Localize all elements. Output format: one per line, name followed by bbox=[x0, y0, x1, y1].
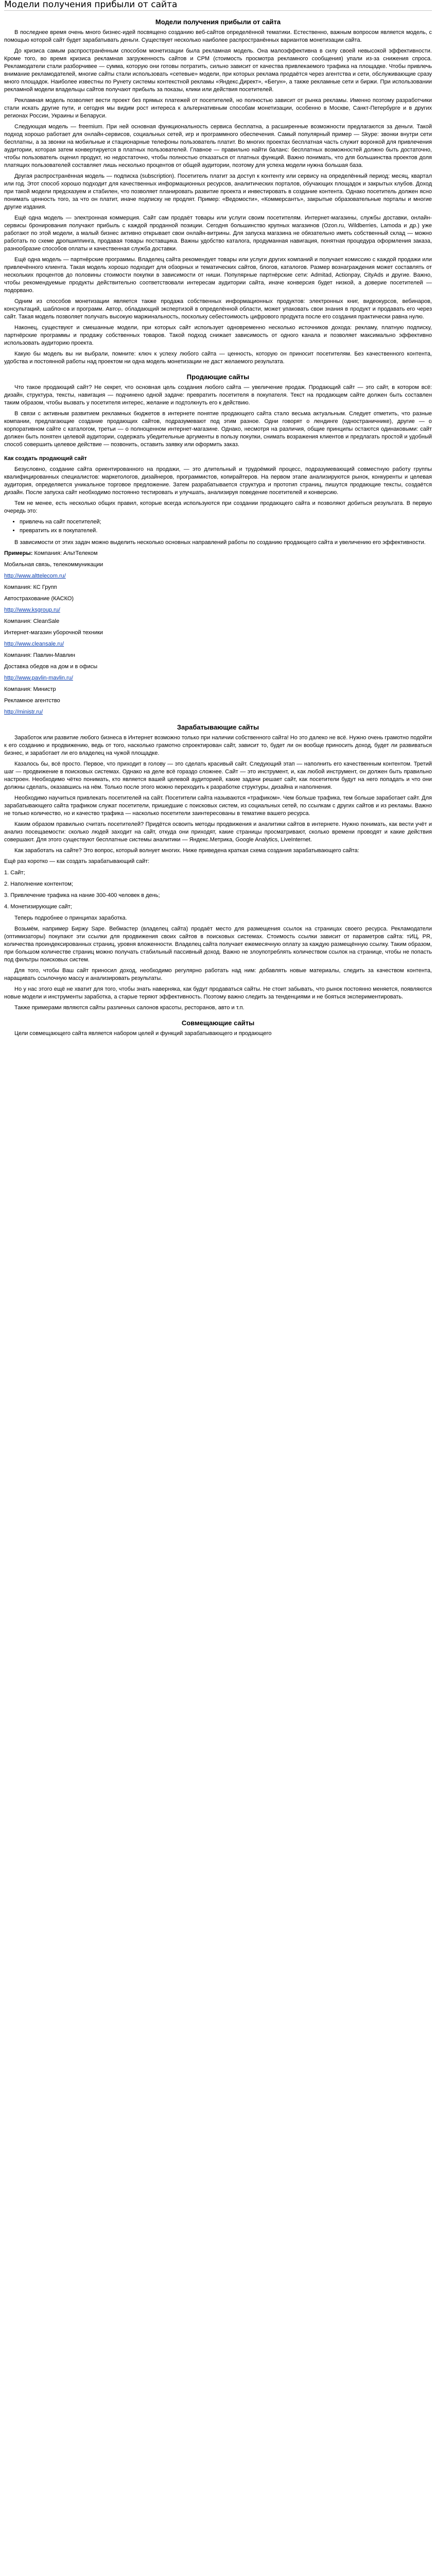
paragraph: В зависимости от этих задач можно выделить несколько основных направлений работы по созданию продающего сайта и увеличению его эффективности. bbox=[14, 539, 426, 546]
flow-intro: Ещё раз коротко — как создать зарабатывающий сайт: bbox=[4, 858, 150, 865]
paragraph: Следующая модель — freemium. При ней основная функциональность сервиса бесплатна, а расширенные возможности предлагаются за деньги. Такой подход хорошо работает для онлайн-сервисов, социальных сетей, игр и программного обеспечения. Самый популярный пример — Skype: звонки внутри сети бесплатны, а за звонки на мобильные и стационарные телефоны пользователь платит. Во многих проектах бесплатная часть служит воронкой для привлечения аудитории, которая затем конвертируется в платных пользователей. Главное — правильно найти баланс: бесплатных возможностей должно быть достаточно, чтобы пользователь оценил продукт, но недостаточно, чтобы полностью отказаться от платных функций. Важно понимать, что для большинства проектов доля платящих пользователей составляет лишь несколько процентов от общей аудитории, поэтому для успеха модели нужна большая база. bbox=[4, 124, 432, 168]
example-link[interactable]: http://www.alttelecom.ru/ bbox=[4, 573, 66, 579]
document-page bbox=[0, 0, 436, 1061]
paragraph: Тем не менее, есть несколько общих правил, которые всегда используются при создании продающего сайта и позволяют добиться результата. В первую очередь это: bbox=[4, 500, 432, 514]
paragraph: Как заработать на сайте? Это вопрос, который волнует многих. Ниже приведена краткая схема создания зарабатывающего сайта: bbox=[14, 848, 359, 854]
list-item: • превратить их в покупателей. bbox=[20, 527, 432, 535]
paragraph: Но у нас этого ещё не хватит для того, чтобы знать наверняка, как будут продаваться сайты. Не стоит забывать, что рынок постоянно меняется, появляются новые модели и инструменты заработка, а старые теряют эффективность. Поэтому важно следить за тенденциями и не бояться экспериментировать. bbox=[4, 986, 432, 1000]
example-link[interactable]: http://www.pavlin-mavlin.ru/ bbox=[4, 675, 73, 681]
paragraph: В последнее время очень много бизнес-идей посвящено созданию веб-сайтов определённой тематики. Естественно, важным вопросом является модель, с помощью которой сайт будет зарабатывать деньги. Существует несколько наиболее распространённых вариантов монетизации сайта. bbox=[4, 29, 432, 43]
paragraph: Безусловно, создание сайта ориентированного на продажи, — это длительный и трудоёмкий процесс, подразумевающий совместную работу группы квалифицированных специалистов: маркетологов, дизайнеров, программистов, копирайтеров. На первом этапе анализируются рынок, конкуренты и целевая аудитория, определяется уникальное торговое предложение. Затем разрабатывается структура и прототип страниц, пишутся продающие тексты, создаётся дизайн. После запуска сайт необходимо постоянно тестировать и улучшать, анализируя поведение посетителей и конверсию. bbox=[4, 466, 432, 496]
examples-label: Примеры: bbox=[4, 550, 33, 556]
paragraph: Каким образом правильно считать посетителей? Придётся освоить методы продвижения и аналитики сайтов в интернете. Нужно понимать, как вести учёт и анализ посещаемости: сколько людей заходит на сайт, откуда они приходят, какие страницы просматривают, сколько времени проводят и какие действия совершают. Для этого существуют бесплатные системы аналитики — Яндекс.Метрика, Google Analytics, LiveInternet. bbox=[4, 821, 432, 843]
paragraph: До кризиса самым распространённым способом монетизации была рекламная модель. Она малоэффективна в силу своей невысокой эффективности. Кроме того, во время кризиса рекламная загруженность сайтов и CPM (стоимость просмотра рекламного сообщения) упали из-за снижения спроса. Рекламодатели стали разборчивее — сумма, которую они готовы потратить, сильно зависит от качества привлекаемого трафика на площадке. Чтобы привлечь внимание рекламодателей, многие сайты стали использовать «сетевые» модели, при которых реклама продаётся через агентства и сети, обслуживающие сразу много площадок. Наиболее известны по Рунету системы контекстной рекламы «Яндекс.Директ», «Бегун», а также рекламные сети и биржи. При использовании рекламной модели владельцы сайтов получают прибыль за показы, клики или действия посетителей. bbox=[4, 48, 432, 93]
paragraph: Другая распространённая модель — подписка (subscription). Посетитель платит за доступ к контенту или сервису на определённый период: месяц, квартал или год. Этот способ хорошо подходит для качественных информационных ресурсов, аналитических порталов, обучающих площадок и закрытых клубов. Доход при такой модели предсказуем и стабилен, что позволяет планировать развитие проекта и инвестировать в создание контента. Однако посетитель должен ясно понимать ценность того, за что он платит, иначе подписку не продлят. Пример: «Ведомости», «Коммерсантъ», закрытые образовательные порталы и многие другие издания. bbox=[4, 173, 432, 210]
example-link[interactable]: http://www.cleansale.ru/ bbox=[4, 641, 64, 647]
paragraph: Возьмём, например Биржу Sape. Вебмастер (владелец сайта) продаёт место для размещения ссылок на страницах своего ресурса. Рекламодатели (оптимизаторы) покупают эти ссылки для продвижения своих сайтов в поисковых системах. Стоимость ссылки зависит от параметров сайта: тИЦ, PR, количества проиндексированных страниц, уровня вложенности. Владелец сайта получает ежемесячную оплату за каждую размещённую ссылку. Таким образом, при большом количестве страниц можно получать стабильный пассивный доход. Важно не злоупотреблять количеством ссылок на странице, чтобы не попасть под фильтры поисковых систем. bbox=[4, 926, 432, 963]
example-company: Компания: CleanSale bbox=[4, 618, 60, 624]
section-heading-models: Модели получения прибыли от сайта bbox=[155, 18, 281, 26]
paragraph: Казалось бы, всё просто. Первое, что приходит в голову — это сделать красивый сайт. Следующий этап — наполнить его качественным контентом. Третий шаг — продвижение в поисковых системах. Однако на деле всё гораздо сложнее. Сайт — это инструмент, и, как любой инструмент, он должен быть правильно настроен. Необходимо чётко понимать, кто является вашей целевой аудиторией, какие задачи решает сайт, как посетители будут на него попадать и что они должны сделать, оказавшись на нём. Только после этого можно переходить к разработке структуры, дизайна и наполнения. bbox=[4, 761, 432, 790]
example-link[interactable]: http://www.ksgroup.ru/ bbox=[4, 607, 60, 613]
examples-text: Компания: АльтТелеком bbox=[34, 550, 98, 556]
flow-step: 4. Монетизирующие сайт; bbox=[4, 904, 72, 910]
paragraph: Ещё одна модель — электронная коммерция. Сайт сам продаёт товары или услуги своим посетителям. Интернет-магазины, службы доставки, онлайн-сервисы бронирования получают прибыль с каждой проданной позиции. Сегодня большинство крупных магазинов (Ozon.ru, Wildberries, Lamoda и др.) уже работают по этой модели, а малый бизнес активно открывает свои онлайн-витрины. Для запуска магазина не обязательно иметь собственный склад — можно работать по схеме дропшиппинга, продавая товары поставщика. Важны удобство каталога, продуманная навигация, понятная процедура оформления заказа, разнообразие способов оплаты и качественная служба доставки. bbox=[4, 215, 432, 252]
paragraph: Необходимо научиться привлекать посетителей на сайт. Посетители сайта называются «трафиком». Чем больше трафика, тем больше заработает сайт. Для зарабатывающего сайта трафиком служат посетители, пришедшие с поисковых систем, из социальных сетей, по ссылкам с других сайтов и из рекламы. Важно не только количество, но и качество трафика — насколько посетители заинтересованы в тематике вашего ресурса. bbox=[4, 795, 432, 817]
paragraph: Для того, чтобы Ваш сайт приносил доход, необходимо регулярно работать над ним: добавлять новые материалы, следить за качеством контента, наращивать ссылочную массу и анализировать результаты. bbox=[4, 968, 432, 981]
example-company: Компания: Министр bbox=[4, 686, 56, 692]
example-desc: Автострахование (КАСКО) bbox=[4, 596, 74, 602]
section-heading-combined-sites: Совмещающие сайты bbox=[181, 1019, 255, 1027]
paragraph: В связи с активным развитием рекламных бюджетов в интернете понятие продающего сайта стало весьма актуальным. Следует отметить, что разные компании, предлагающие создание продающих сайтов, подразумевают под этим разное. Одни говорят о лендинге (одностраничнике), другие — о корпоративном сайте с каталогом, третьи — о полноценном интернет-магазине. Однако, несмотря на различия, общие принципы остаются одинаковыми: сайт должен быть понятен целевой аудитории, содержать убедительные аргументы в пользу покупки, снимать возражения клиентов и предлагать простой и удобный способ совершить целевое действие — позвонить, оставить заявку или оформить заказ. bbox=[4, 411, 432, 448]
page-title: Модели получения прибыли от сайта bbox=[4, 0, 432, 11]
paragraph: Какую бы модель вы ни выбрали, помните: ключ к успеху любого сайта — ценность, которую он приносит посетителям. Без качественного контента, удобства и постоянной работы над проектом ни одна модель монетизации не даст желаемого результата. bbox=[4, 351, 432, 365]
flow-step: 3. Привлечение трафика на нание 300-400 человек в день; bbox=[4, 892, 160, 899]
examples-line bbox=[4, 550, 432, 557]
paragraph: Рекламная модель позволяет вести проект без прямых платежей от посетителей, но полностью зависит от рынка рекламы. Именно поэтому разработчики стали искать другие пути, и сегодня мы видим рост интереса к альтернативным способам монетизации, особенно в Москве, Санкт-Петербурге и в других регионах России, Украины и Беларуси. bbox=[4, 97, 432, 119]
paragraph: Также примерами являются сайты различных салонов красоты, ресторанов, авто и т.п. bbox=[14, 1005, 245, 1011]
flow-step: 2. Наполнение контентом; bbox=[4, 881, 74, 887]
flow-step: 1. Сайт; bbox=[4, 870, 25, 876]
section-heading-earning-sites: Зарабатывающие сайты bbox=[177, 723, 259, 731]
example-desc: Рекламное агентство bbox=[4, 698, 60, 704]
paragraph: Ещё одна модель — партнёрские программы. Владелец сайта рекомендует товары или услуги других компаний и получает комиссию с каждой продажи или привлечённого клиента. Такая модель хорошо подходит для обзорных и тематических сайтов, блогов, каталогов. Размер вознаграждения может составлять от нескольких процентов до половины стоимости покупки в зависимости от ниши. Популярные партнёрские сети: Admitad, Actionpay, CityAds и другие. Важно, чтобы рекомендуемые продукты действительно соответствовали интересам аудитории сайта, иначе конверсия будет низкой, а доверие посетителей — подорвано. bbox=[4, 257, 432, 294]
paragraph: Теперь подробнее о принципах заработка. bbox=[14, 915, 127, 921]
example-company: Компания: КС Групп bbox=[4, 584, 57, 590]
section-heading-selling-sites: Продающие сайты bbox=[186, 373, 250, 381]
list-item: • привлечь на сайт посетителей; bbox=[20, 518, 432, 526]
example-desc: Мобильная связь, телекоммуникации bbox=[4, 562, 103, 568]
example-desc: Доставка обедов на дом и в офисы bbox=[4, 664, 98, 670]
example-link[interactable]: http://ministr.ru/ bbox=[4, 709, 43, 715]
goals-list bbox=[12, 518, 432, 535]
paragraph: Заработок или развитие любого бизнеса в Интернет возможно только при наличии собственного сайта! Но это далеко не всё. Нужно очень грамотно подойти к его созданию и продвижению, ведь от того, насколько грамотно спроектирован сайт, зависит то, будет ли он вообще приносить доход, будет ли развиваться бизнес, и заработает ли его владелец на чужой площадке. bbox=[4, 735, 432, 756]
paragraph: Наконец, существуют и смешанные модели, при которых сайт использует одновременно несколько источников дохода: рекламу, платную подписку, партнёрские программы и продажу собственных товаров. Такой подход снижает зависимость от одного канала и позволяет максимально эффективно использовать аудиторию проекта. bbox=[4, 325, 432, 346]
paragraph: Цели совмещающего сайта является набором целей и функций зарабатывающего и продающего bbox=[14, 1030, 272, 1037]
subheading-how-to-create: Как создать продающий сайт bbox=[4, 455, 87, 462]
example-company: Компания: Павлин-Мавлин bbox=[4, 652, 75, 658]
paragraph: Что такое продающий сайт? Не секрет, что основная цель создания любого сайта — увеличение продаж. Продающий сайт — это сайт, в котором всё: дизайн, структура, тексты, навигация — подчинено одной задаче: превратить посетителя в покупателя. Текст на продающем сайте должен быть составлен таким образом, чтобы вызвать у посетителя интерес, желание и подтолкнуть его к действию. bbox=[4, 384, 432, 406]
example-desc: Интернет-магазин уборочной техники bbox=[4, 630, 103, 636]
paragraph: Одним из способов монетизации является также продажа собственных информационных продуктов: электронных книг, видеокурсов, вебинаров, консультаций, шаблонов и программ. Автор, обладающий экспертизой в определённой области, может упаковать свои знания в продукт и продавать его через сайт. Такая модель позволяет получать высокую маржинальность, поскольку себестоимость цифрового продукта после его создания практически равна нулю. bbox=[4, 298, 432, 320]
